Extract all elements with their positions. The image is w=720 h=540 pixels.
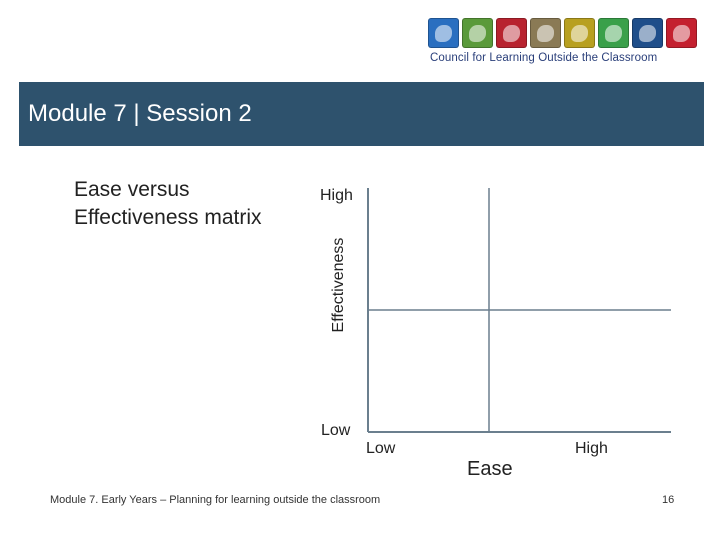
ease-effectiveness-matrix: [300, 175, 720, 485]
museum-icon: [530, 18, 561, 48]
section-heading: Ease versus Effectiveness matrix: [74, 178, 262, 229]
x-tick-low: Low: [366, 440, 396, 457]
farm-icon: [564, 18, 595, 48]
y-tick-low: Low: [321, 422, 351, 439]
y-tick-high: High: [320, 187, 353, 204]
heritage-icon: [496, 18, 527, 48]
slide-title: Module 7 | Session 2: [28, 100, 252, 127]
footer-text: Module 7. Early Years – Planning for learning outside the classroom: [50, 494, 381, 506]
logo-tiles: [428, 18, 702, 48]
clotc-logo: [428, 18, 702, 70]
y-axis-label: Effectiveness: [330, 237, 347, 333]
matrix-svg: [300, 175, 720, 485]
kite-icon: [428, 18, 459, 48]
title-banner: [19, 82, 704, 146]
logo-text: Council for Learning Outside the Classroom: [430, 52, 658, 64]
school-icon: [632, 18, 663, 48]
x-axis-label: Ease: [467, 458, 513, 480]
x-tick-high: High: [575, 440, 608, 457]
page-number: 16: [662, 494, 675, 506]
theatre-icon: [666, 18, 697, 48]
trees-icon: [462, 18, 493, 48]
outdoor-icon: [598, 18, 629, 48]
